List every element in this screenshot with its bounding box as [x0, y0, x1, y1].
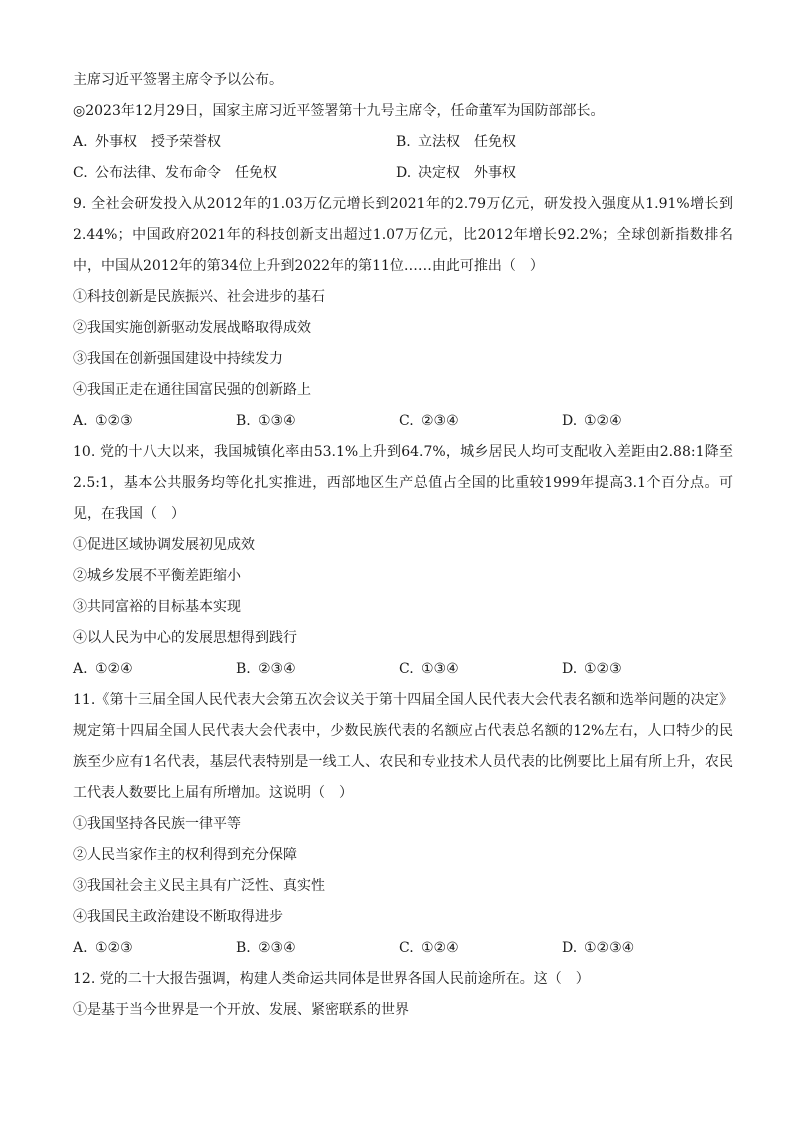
option-text: ①③④ — [258, 413, 296, 429]
option-text: ①②③ — [584, 661, 622, 677]
q11-item-3: ③我国社会主义民主具有广泛性、真实性 — [73, 878, 325, 894]
q8-options-row-2 — [73, 158, 733, 189]
q12-stem: 12. 党的二十大报告强调，构建人类命运共同体是世界各国人民前途所在。这（ ） — [73, 971, 590, 987]
q10-item-4: ④以人民为中心的发展思想得到践行 — [73, 630, 297, 646]
option-label: B. — [236, 413, 251, 429]
option-label: A. — [73, 940, 88, 956]
option-label: B. — [236, 940, 251, 956]
option-label: B. — [396, 134, 411, 150]
option-label: C. — [399, 940, 414, 956]
option-text: ②③④ — [258, 940, 296, 956]
text-line: 主席习近平签署主席令予以公布。 — [73, 72, 283, 88]
option-text: ①②④ — [584, 413, 622, 429]
option-text: ①②④ — [421, 940, 459, 956]
q8-option-c — [73, 158, 396, 189]
q11-stem: 11.《第十三届全国人民代表大会第五次会议关于第十四届全国人民代表大会代表名额和选举问题的决定》规定第十四届全国人民代表大会代表中，少数民族代表的名额应占代表总名额的12%左右，人口特少的民族至少应有1名代表，基层代表特别是一线工人、农民和专业技术人员代表的比例要比上届有所上升，农民工代表人数要比上届有所增加。这说明（ ） — [73, 692, 733, 801]
q9-options — [73, 406, 733, 437]
option-text: ②③④ — [258, 661, 296, 677]
q10-option-b — [236, 654, 399, 685]
page-content — [73, 65, 733, 1026]
option-label: C. — [73, 165, 88, 181]
option-text: ①②③ — [95, 413, 133, 429]
q10-item-3: ③共同富裕的目标基本实现 — [73, 599, 241, 615]
q11-option-c — [399, 933, 562, 964]
q12-item-1: ①是基于当今世界是一个开放、发展、紧密联系的世界 — [73, 1002, 409, 1018]
option-text: ②③④ — [421, 413, 459, 429]
option-text: 公布法律、发布命令 任免权 — [95, 165, 277, 181]
q10-option-c — [399, 654, 562, 685]
q11-item-1: ①我国坚持各民族一律平等 — [73, 816, 241, 832]
option-label: A. — [73, 661, 88, 677]
q9-stem: 9. 全社会研发投入从2012年的1.03万亿元增长到2021年的2.79万亿元，研发投入强度从1.91%增长到2.44%；中国政府2021年的科技创新支出超过1.07万亿元，比2012年增长92.2%；全球创新指数排名中，中国从2012年的第34位上升到2022年的第11位……由此可推出（ ） — [73, 196, 733, 274]
option-label: B. — [236, 661, 251, 677]
option-label: D. — [562, 661, 578, 677]
option-label: A. — [73, 413, 88, 429]
q9-option-c — [399, 406, 562, 437]
q10-option-d — [562, 654, 725, 685]
option-label: A. — [73, 134, 88, 150]
q11-options — [73, 933, 733, 964]
q8-option-a — [73, 127, 396, 158]
q11-option-b — [236, 933, 399, 964]
option-text: 决定权 外事权 — [418, 165, 516, 181]
q9-option-d — [562, 406, 725, 437]
option-text: ①②③④ — [584, 940, 635, 956]
text-line: ◎2023年12月29日，国家主席习近平签署第十九号主席令，任命董军为国防部部长。 — [73, 103, 605, 119]
q11-option-a — [73, 933, 236, 964]
q8-options-row-1 — [73, 127, 733, 158]
option-label: D. — [396, 165, 412, 181]
option-label: C. — [399, 661, 414, 677]
option-label: D. — [562, 413, 578, 429]
option-text: ①③④ — [421, 661, 459, 677]
q10-item-1: ①促进区域协调发展初见成效 — [73, 537, 255, 553]
q10-stem: 10. 党的十八大以来，我国城镇化率由53.1%上升到64.7%，城乡居民人均可支配收入差距由2.88:1降至2.5:1，基本公共服务均等化扎实推进，西部地区生产总值占全国的比重较1999年提高3.1个百分点。可见，在我国（ ） — [73, 444, 733, 522]
q9-item-4: ④我国正走在通往国富民强的创新路上 — [73, 382, 311, 398]
option-text: 外事权 授予荣誉权 — [95, 134, 221, 150]
option-label: C. — [399, 413, 414, 429]
option-text: ①②④ — [95, 661, 133, 677]
q9-item-3: ③我国在创新强国建设中持续发力 — [73, 351, 283, 367]
q9-option-a — [73, 406, 236, 437]
q11-option-d — [562, 933, 725, 964]
option-label: D. — [562, 940, 578, 956]
option-text: ①②③ — [95, 940, 133, 956]
q8-option-b — [396, 127, 719, 158]
q9-item-1: ①科技创新是民族振兴、社会进步的基石 — [73, 289, 325, 305]
q10-option-a — [73, 654, 236, 685]
q8-option-d — [396, 158, 719, 189]
q11-item-4: ④我国民主政治建设不断取得进步 — [73, 909, 283, 925]
q11-item-2: ②人民当家作主的权利得到充分保障 — [73, 847, 297, 863]
option-text: 立法权 任免权 — [418, 134, 516, 150]
q10-item-2: ②城乡发展不平衡差距缩小 — [73, 568, 241, 584]
q9-item-2: ②我国实施创新驱动发展战略取得成效 — [73, 320, 311, 336]
q9-option-b — [236, 406, 399, 437]
q10-options — [73, 654, 733, 685]
